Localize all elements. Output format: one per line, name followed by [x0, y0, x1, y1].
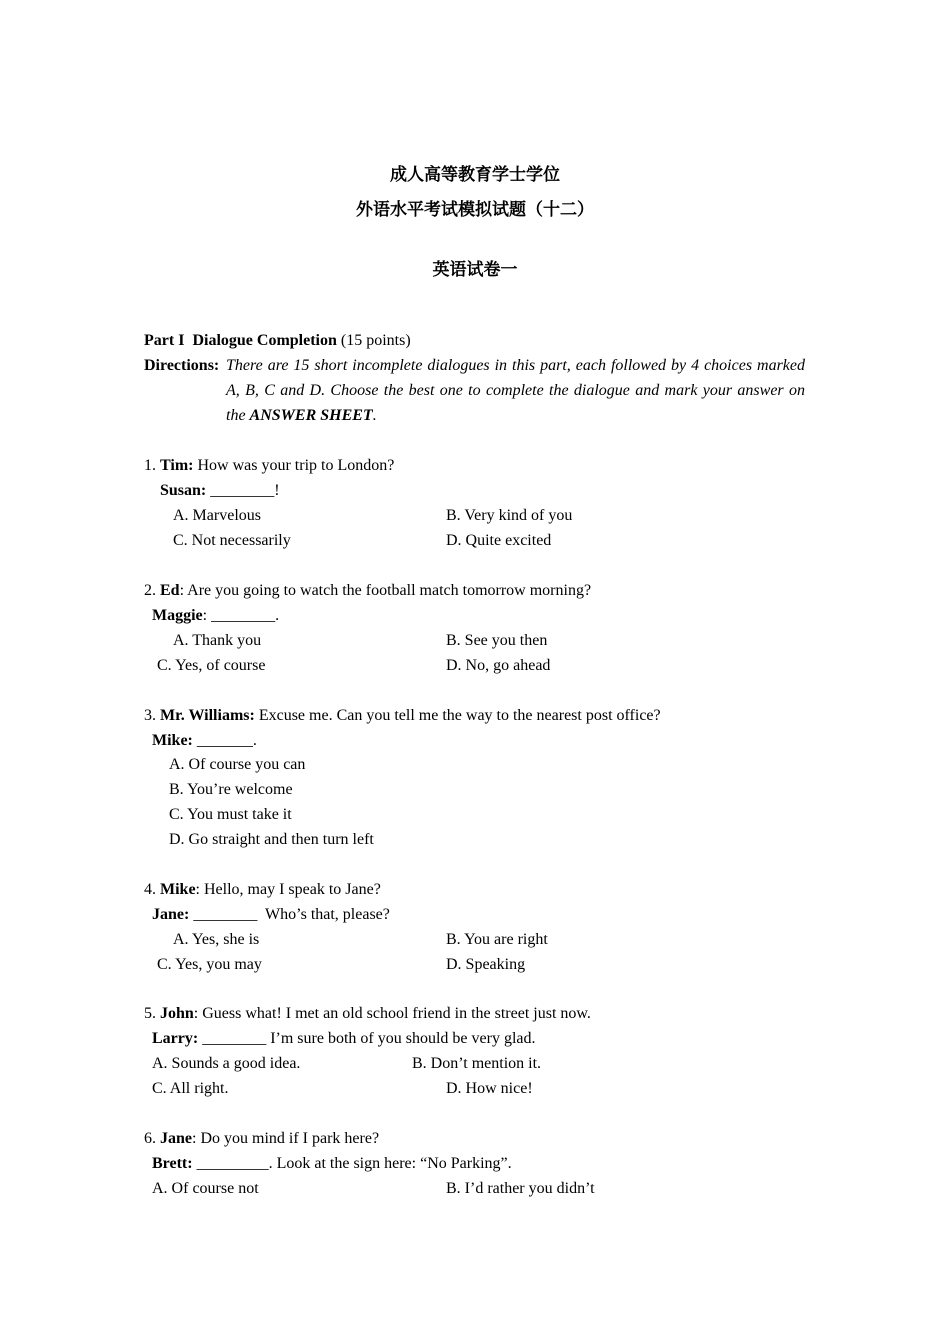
question-1-option-b[interactable]: B. Very kind of you: [446, 507, 573, 524]
question-4-option-a[interactable]: A. Yes, she is: [173, 931, 260, 948]
question-4-option-c[interactable]: C. Yes, you may: [157, 956, 262, 973]
question-4-response: Jane: ________ Who’s that, please?: [152, 906, 390, 923]
question-2-option-c[interactable]: C. Yes, of course: [157, 657, 266, 674]
directions-text: There are 15 short incomplete dialogues in this part, each followed by 4 choices marked A, B, C and D. Choose the best one to complete the dialogue and mark your answer on the ANSWER SHEET.: [226, 357, 805, 424]
paper-name: 英语试卷一: [432, 260, 518, 280]
question-5-prompt: 5. John: Guess what! I met an old school friend in the street just now.: [144, 1005, 591, 1022]
question-3-response: Mike: _______.: [152, 732, 257, 749]
question-5-response: Larry: ________ I’m sure both of you should be very glad.: [152, 1030, 536, 1047]
answer-sheet-label: ANSWER SHEET: [249, 407, 373, 424]
question-2-prompt: 2. Ed: Are you going to watch the football match tomorrow morning?: [144, 582, 592, 599]
question-1-option-a[interactable]: A. Marvelous: [173, 507, 261, 524]
question-3-option-d[interactable]: D. Go straight and then turn left: [169, 831, 374, 848]
question-6-option-b[interactable]: B. I’d rather you didn’t: [446, 1180, 595, 1197]
part-points: (15 points): [340, 332, 411, 349]
question-3-prompt: 3. Mr. Williams: Excuse me. Can you tell me the way to the nearest post office?: [144, 707, 661, 724]
question-1-prompt: 1. Tim: How was your trip to London?: [144, 457, 395, 474]
question-2-option-d[interactable]: D. No, go ahead: [446, 657, 551, 674]
question-3-option-c[interactable]: C. You must take it: [169, 806, 292, 823]
exam-title-line2: 外语水平考试模拟试题（十二）: [356, 200, 594, 220]
part-heading: [144, 330, 411, 352]
question-3-option-a[interactable]: A. Of course you can: [169, 756, 306, 773]
question-2-option-a[interactable]: A. Thank you: [173, 632, 262, 649]
question-6-option-a[interactable]: A. Of course not: [152, 1180, 259, 1197]
question-5-option-d[interactable]: D. How nice!: [446, 1080, 533, 1097]
question-2-option-b[interactable]: B. See you then: [446, 632, 548, 649]
question-3-option-b[interactable]: B. You’re welcome: [169, 781, 293, 798]
question-2-response: Maggie: ________.: [152, 607, 280, 624]
question-5-option-c[interactable]: C. All right.: [152, 1080, 229, 1097]
question-6-prompt: 6. Jane: Do you mind if I park here?: [144, 1130, 380, 1147]
question-1-option-d[interactable]: D. Quite excited: [446, 532, 552, 549]
exam-title-line1: 成人高等教育学士学位: [390, 165, 560, 185]
question-1-option-c[interactable]: C. Not necessarily: [173, 532, 291, 549]
question-5-option-b[interactable]: B. Don’t mention it.: [412, 1055, 542, 1072]
question-4-option-b[interactable]: B. You are right: [446, 931, 548, 948]
question-6-response: Brett: _________. Look at the sign here: “No Parking”.: [152, 1155, 512, 1172]
part-name: Dialogue Completion: [192, 332, 337, 349]
question-4-prompt: 4. Mike: Hello, may I speak to Jane?: [144, 881, 381, 898]
question-1-response: Susan: ________!: [160, 482, 280, 499]
directions-label: Directions:: [144, 357, 220, 374]
question-4-option-d[interactable]: D. Speaking: [446, 956, 526, 973]
part-label: Part I: [144, 332, 185, 349]
question-5-option-a[interactable]: A. Sounds a good idea.: [152, 1055, 301, 1072]
